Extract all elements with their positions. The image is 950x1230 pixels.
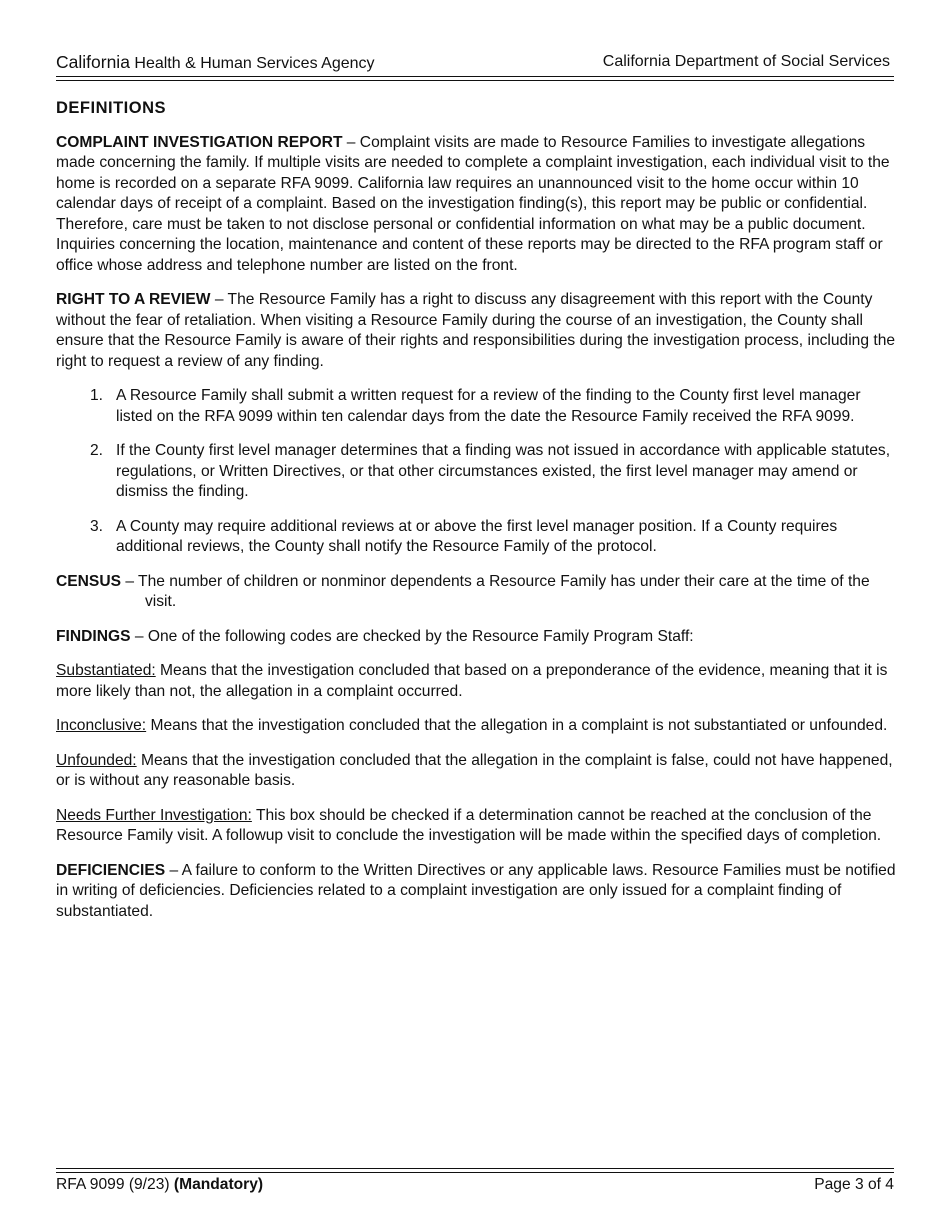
text-complaint-report: – Complaint visits are made to Resource Families to investigate allegations made concerning the family. If multiple visits are needed to complete a complaint investigation, each individual visit to the home is recorded on a separate RFA 9099. California law requires an unannounced visit to the home occur within 10 calendar days of receipt of a complaint. Based on the investigation finding(s), this report may be public or confidential. Therefore, care must be taken to not disclose personal or confidential information on what may be a public document. Inquiries concerning the location, maintenance and content of these reports may be directed to the RFA program staff or office whose address and telephone number are listed on the front. — [56, 133, 890, 274]
text-findings: – One of the following codes are checked by the Resource Family Program Staff: — [130, 627, 694, 645]
finding-needs-further-investigation — [56, 806, 896, 847]
list-item-number: 1. — [90, 387, 104, 404]
form-identifier — [56, 1176, 263, 1194]
finding-text: This box should be checked if a determination cannot be reached at the conclusion of the Resource Family visit. A followup visit to conclude the investigation will be made within the specified days of completion. — [56, 806, 882, 844]
footer-rule-top — [56, 1168, 894, 1169]
page-footer — [56, 1168, 894, 1198]
definition-complaint-report — [56, 133, 896, 277]
text-census: – The number of children or nonminor dependents a Resource Family has under their care at the time of the visit. — [121, 572, 870, 610]
section-title: DEFINITIONS — [56, 99, 167, 117]
document-body — [56, 96, 896, 936]
definition-deficiencies — [56, 861, 896, 923]
text-right-to-review: – The Resource Family has a right to discuss any disagreement with this report with the County without the fear of retaliation. When visiting a Resource Family during the course of an investigation, the County shall ensure that the Resource Family is aware of their rights and responsibilities during the investigation process, including the right to request a review of any finding. — [56, 291, 896, 370]
definition-findings — [56, 627, 896, 648]
finding-text: Means that the investigation concluded that the allegation in a complaint is not substantiated or unfounded. — [146, 717, 888, 734]
finding-label: Needs Further Investigation: — [56, 806, 252, 824]
list-item-number: 2. — [90, 442, 104, 459]
finding-text: Means that the investigation concluded that based on a preponderance of the evidence, meaning that it is more likely than not, the allegation in a complaint occurred. — [56, 662, 888, 700]
agency-state: California — [56, 52, 130, 72]
agency-title — [56, 52, 375, 73]
term-right-to-review: RIGHT TO A REVIEW — [56, 291, 211, 308]
finding-text: Means that the investigation concluded that the allegation in the complaint is false, could not have happened, or is without any reasonable basis. — [56, 751, 893, 789]
finding-inconclusive — [56, 716, 896, 737]
finding-label: Inconclusive: — [56, 717, 147, 734]
term-census: CENSUS — [56, 572, 121, 590]
definition-right-to-review — [56, 290, 896, 372]
list-item — [56, 441, 896, 503]
finding-label: Substantiated: — [56, 662, 156, 679]
header-rule-bottom — [56, 80, 894, 81]
form-id: RFA 9099 (9/23) — [56, 1176, 174, 1193]
term-findings: FINDINGS — [56, 627, 131, 645]
list-item-text: If the County first level manager determines that a finding was not issued in accordance with applicable statutes, regulations, or Written Directives, or that other circumstances existed, the first level manager may amend or dismiss the finding. — [116, 442, 891, 500]
footer-rule-bottom — [56, 1172, 894, 1173]
review-steps-list — [56, 386, 896, 558]
definition-census — [56, 572, 896, 613]
page-number: Page 3 of 4 — [814, 1176, 894, 1193]
header-rule-top — [56, 76, 894, 77]
list-item — [56, 517, 896, 558]
term-complaint-report: COMPLAINT INVESTIGATION REPORT — [56, 133, 343, 151]
finding-unfounded — [56, 751, 896, 792]
finding-substantiated — [56, 661, 896, 702]
finding-label: Unfounded: — [56, 751, 137, 769]
term-deficiencies: DEFICIENCIES — [56, 861, 166, 879]
list-item — [56, 386, 896, 427]
page-header — [56, 50, 894, 78]
department-name: California Department of Social Services — [602, 53, 890, 70]
form-status: (Mandatory) — [173, 1176, 264, 1193]
list-item-text: A Resource Family shall submit a written request for a review of the finding to the County first level manager listed on the RFA 9099 within ten calendar days from the date the Resource Family received the RFA 9099. — [116, 387, 861, 425]
list-item-text: A County may require additional reviews at or above the first level manager position. If a County requires additional reviews, the County shall notify the Resource Family of the protocol. — [116, 517, 838, 555]
list-item-number: 3. — [90, 517, 104, 535]
agency-name: Health & Human Services Agency — [134, 55, 375, 72]
text-deficiencies: – A failure to conform to the Written Directives or any applicable laws. Resource Families must be notified in writing of deficiencies. Deficiencies related to a complaint investigation are only issued for a complaint finding of substantiated. — [56, 861, 896, 920]
